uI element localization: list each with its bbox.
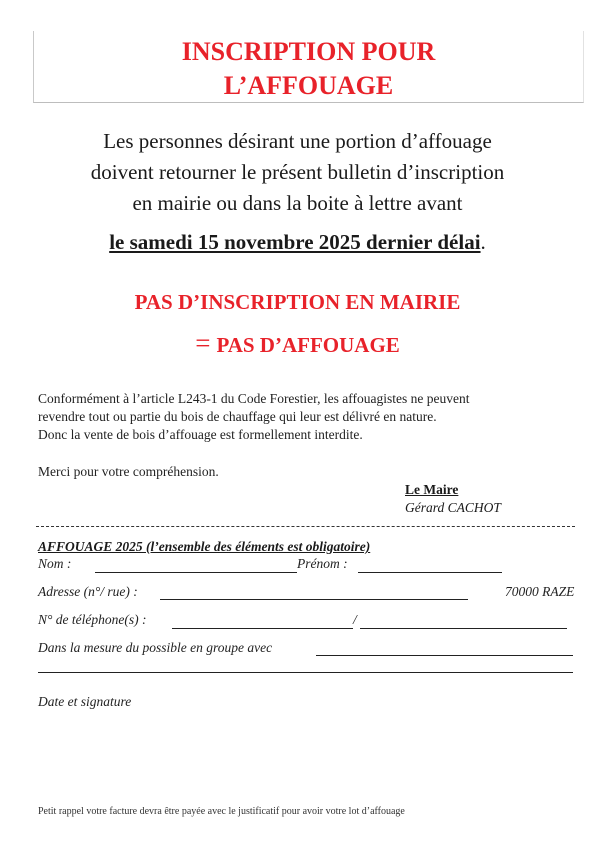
intro-line-2: doivent retourner le présent bulletin d’inscription xyxy=(90,160,505,184)
date-signature-label: Date et signature xyxy=(38,694,132,709)
group-field[interactable] xyxy=(316,655,573,656)
phone-field-2[interactable] xyxy=(360,628,567,629)
adresse-field[interactable] xyxy=(160,599,468,600)
form-heading: AFFOUAGE 2025 (l’ensemble des éléments est obligatoire) xyxy=(38,539,371,554)
warning-line-1: PAS D’INSCRIPTION EN MAIRIE xyxy=(134,290,461,314)
notice-line-1: Conformément à l’article L243-1 du Code Forestier, les affouagistes ne peuvent xyxy=(38,391,470,406)
nom-label: Nom : xyxy=(38,556,72,571)
phone-separator: / xyxy=(353,612,357,627)
group-label: Dans la mesure du possible en groupe avec xyxy=(38,640,273,655)
page-title-line1: INSCRIPTION POUR xyxy=(181,37,436,66)
phone-label: N° de téléphone(s) : xyxy=(38,612,147,627)
phone-field-1[interactable] xyxy=(172,628,353,629)
page-title-line2: L’AFFOUAGE xyxy=(223,71,394,100)
deadline-line xyxy=(20,230,575,255)
signature-area[interactable] xyxy=(38,712,573,792)
notice-line-3: Donc la vente de bois d’affouage est formellement interdite. xyxy=(38,427,363,442)
nom-field[interactable] xyxy=(95,572,297,573)
thanks-text: Merci pour votre compréhension. xyxy=(38,464,219,479)
prenom-field[interactable] xyxy=(358,572,502,573)
group-field-continuation[interactable] xyxy=(38,672,573,673)
warning-line-2-text: PAS D’AFFOUAGE xyxy=(216,333,400,357)
footer-reminder: Petit rappel votre facture devra être payée avec le justificatif pour avoir votre lot d’affouage xyxy=(38,806,405,817)
warning-line-2 xyxy=(20,328,575,359)
cut-line xyxy=(36,526,575,527)
prenom-label: Prénom : xyxy=(297,556,348,571)
notice-line-2: revendre tout ou partie du bois de chauffage qui leur est délivré en nature. xyxy=(38,409,437,424)
equals-sign: = xyxy=(195,328,211,358)
city-label: 70000 RAZE xyxy=(505,584,575,599)
intro-line-1: Les personnes désirant une portion d’affouage xyxy=(103,129,492,153)
signature-name: Gérard CACHOT xyxy=(405,500,501,515)
deadline-text: le samedi 15 novembre 2025 dernier délai xyxy=(109,230,481,254)
deadline-period: . xyxy=(480,230,486,254)
adresse-label: Adresse (n°/ rue) : xyxy=(38,584,138,599)
intro-line-3: en mairie ou dans la boite à lettre avant xyxy=(132,191,463,215)
signature-title: Le Maire xyxy=(405,482,459,497)
